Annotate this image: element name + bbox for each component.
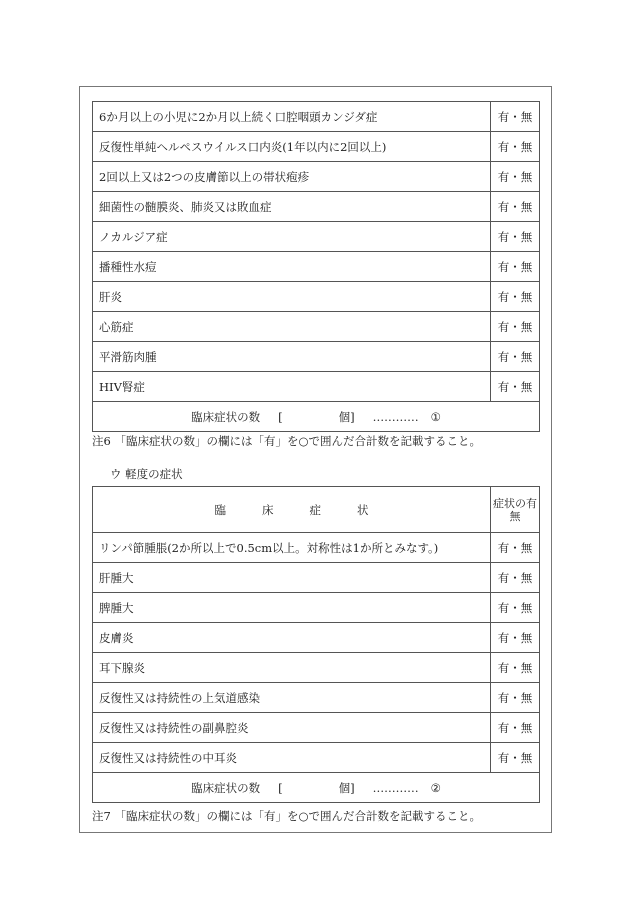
table-row bbox=[93, 222, 540, 252]
total-number: ① bbox=[430, 409, 441, 424]
symptom-cell: 反復性単純ヘルペスウイルス口内炎(1年以内に2回以上) bbox=[93, 132, 491, 162]
total-label: 臨床症状の数 bbox=[191, 780, 261, 795]
table-row bbox=[93, 282, 540, 312]
table-header-row bbox=[93, 487, 540, 533]
total-bracket-open: [ bbox=[278, 409, 283, 424]
total-dots: ………… bbox=[372, 409, 419, 424]
presence-cell[interactable]: 有・無 bbox=[491, 683, 540, 713]
total-number: ② bbox=[430, 780, 441, 795]
symptom-cell: 皮膚炎 bbox=[93, 623, 491, 653]
presence-cell[interactable]: 有・無 bbox=[491, 252, 540, 282]
symptom-cell: 心筋症 bbox=[93, 312, 491, 342]
symptom-cell: 反復性又は持続性の中耳炎 bbox=[93, 743, 491, 773]
symptom-cell: 脾腫大 bbox=[93, 593, 491, 623]
total-count-unit: 個] bbox=[338, 780, 355, 795]
presence-cell[interactable]: 有・無 bbox=[491, 743, 540, 773]
presence-cell[interactable]: 有・無 bbox=[491, 282, 540, 312]
symptom-cell: 6か月以上の小児に2か月以上続く口腔咽頭カンジダ症 bbox=[93, 102, 491, 132]
symptom-cell: 肝炎 bbox=[93, 282, 491, 312]
table-row bbox=[93, 593, 540, 623]
presence-cell[interactable]: 有・無 bbox=[491, 623, 540, 653]
symptom-cell: 反復性又は持続性の上気道感染 bbox=[93, 683, 491, 713]
presence-cell[interactable]: 有・無 bbox=[491, 222, 540, 252]
table-row bbox=[93, 312, 540, 342]
symptom-cell: ノカルジア症 bbox=[93, 222, 491, 252]
presence-cell[interactable]: 有・無 bbox=[491, 533, 540, 563]
symptom-cell: 2回以上又は2つの皮膚節以上の帯状疱疹 bbox=[93, 162, 491, 192]
table-row bbox=[93, 252, 540, 282]
table-row bbox=[93, 372, 540, 402]
table-row bbox=[93, 713, 540, 743]
table-row bbox=[93, 563, 540, 593]
symptom-cell: 平滑筋肉腫 bbox=[93, 342, 491, 372]
presence-cell[interactable]: 有・無 bbox=[491, 342, 540, 372]
symptom-cell: リンパ節腫脹(2か所以上で0.5cm以上。対称性は1か所とみなす。) bbox=[93, 533, 491, 563]
table-row bbox=[93, 102, 540, 132]
total-row bbox=[93, 402, 540, 432]
total-row bbox=[93, 773, 540, 803]
table-row bbox=[93, 623, 540, 653]
total-cell bbox=[93, 402, 540, 432]
table-row bbox=[93, 653, 540, 683]
table-row bbox=[93, 533, 540, 563]
section-u-heading: ウ 軽度の症状 bbox=[110, 467, 183, 481]
table-row bbox=[93, 192, 540, 222]
presence-cell[interactable]: 有・無 bbox=[491, 312, 540, 342]
table-row bbox=[93, 743, 540, 773]
presence-cell[interactable]: 有・無 bbox=[491, 372, 540, 402]
symptom-cell: 耳下腺炎 bbox=[93, 653, 491, 683]
presence-cell[interactable]: 有・無 bbox=[491, 132, 540, 162]
table-row bbox=[93, 132, 540, 162]
total-label: 臨床症状の数 bbox=[191, 409, 261, 424]
presence-cell[interactable]: 有・無 bbox=[491, 713, 540, 743]
total-count-unit: 個] bbox=[338, 409, 355, 424]
presence-cell[interactable]: 有・無 bbox=[491, 593, 540, 623]
presence-cell[interactable]: 有・無 bbox=[491, 102, 540, 132]
total-bracket-open: [ bbox=[278, 780, 283, 795]
symptom-cell: HIV腎症 bbox=[93, 372, 491, 402]
symptom-cell: 反復性又は持続性の副鼻腔炎 bbox=[93, 713, 491, 743]
note-7: 注7 「臨床症状の数」の欄には「有」を○で囲んだ合計数を記載すること。 bbox=[92, 809, 482, 823]
presence-cell[interactable]: 有・無 bbox=[491, 563, 540, 593]
severe-symptoms-table bbox=[92, 101, 540, 432]
symptom-cell: 肝腫大 bbox=[93, 563, 491, 593]
header-presence: 症状の有無 bbox=[491, 487, 540, 533]
total-cell bbox=[93, 773, 540, 803]
table-row bbox=[93, 683, 540, 713]
table-row bbox=[93, 342, 540, 372]
presence-cell[interactable]: 有・無 bbox=[491, 653, 540, 683]
symptom-cell: 細菌性の髄膜炎、肺炎又は敗血症 bbox=[93, 192, 491, 222]
note-6: 注6 「臨床症状の数」の欄には「有」を○で囲んだ合計数を記載すること。 bbox=[92, 434, 482, 448]
table-row bbox=[93, 162, 540, 192]
presence-cell[interactable]: 有・無 bbox=[491, 162, 540, 192]
total-dots: ………… bbox=[372, 780, 419, 795]
symptom-cell: 播種性水痘 bbox=[93, 252, 491, 282]
header-symptom: 臨床症状 bbox=[93, 487, 491, 533]
mild-symptoms-table bbox=[92, 486, 540, 803]
presence-cell[interactable]: 有・無 bbox=[491, 192, 540, 222]
